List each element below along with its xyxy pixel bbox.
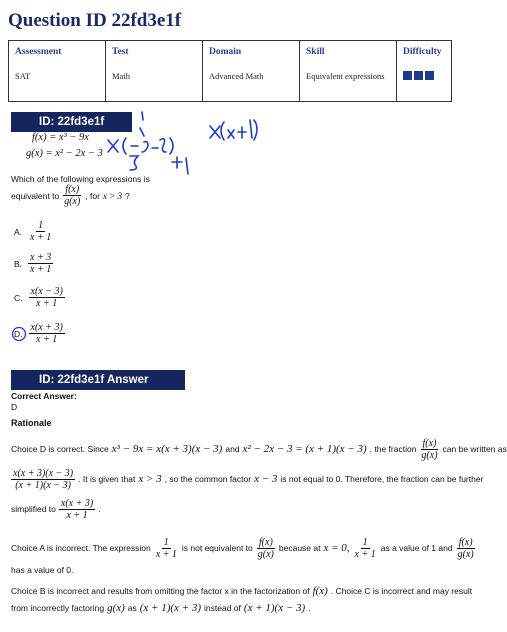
fraction-denominator: x + 1 [66,509,88,521]
fraction [353,537,378,560]
equiv-prefix: equivalent to [11,190,60,201]
equation: x = 0, [323,542,350,554]
text: , the fraction [369,444,417,454]
option-numerator: x(x + 3) [30,322,63,333]
fraction [456,537,476,560]
fraction [256,537,276,560]
rationale-line [11,562,461,578]
rationale-line [11,434,507,464]
option-fraction [29,322,65,345]
text: Choice B is incorrect and results from omitting the factor x in the factorization of [11,585,310,596]
text: Choice D is correct. Since [11,444,109,454]
fraction-numerator: f(x) [422,437,437,449]
text: , so the common factor [164,474,252,484]
fraction-numerator: f(x) [258,536,273,548]
rationale-paragraph-1 [11,434,507,524]
rationale-label: Rationale [11,418,52,428]
fraction-denominator: x + 1 [354,548,376,560]
text: Choice A is incorrect. The expression [11,543,151,553]
condition-end: ? [125,190,130,201]
equation: (x + 1)(x + 3) [139,601,202,614]
fraction-denominator: g(x) [457,548,474,560]
meta-header: Difficulty [403,47,442,57]
answer-id-banner: ID: 22fd3e1f Answer [11,370,185,390]
meta-skill [300,41,397,102]
meta-value: SAT [15,71,31,81]
fraction-numerator: f(x) [458,536,473,548]
fx-over-gx-fraction [62,184,82,207]
meta-value: Advanced Math [209,71,264,81]
equation: g(x) [107,601,125,614]
f-definition: f(x) = x³ − 9x [32,132,89,143]
fraction [59,498,95,521]
text: can be written as [442,444,507,454]
equation: x > 3 [138,473,162,485]
question-meta-table [8,40,452,102]
fraction-numerator: f(x) [65,184,80,195]
option-numerator: x(x − 3) [30,286,63,297]
option-fraction [29,286,65,309]
correct-answer-value: D [11,402,18,412]
correct-answer-label: Correct Answer: [11,391,77,401]
fraction-numerator: 1 [362,536,368,548]
text: has a value of 0. [11,565,74,575]
text: as a value of 1 and [380,543,453,553]
handwritten-annotation-icon [100,108,270,180]
text: simplified to [11,504,56,514]
option-letter-circled [14,329,23,339]
option-letter: D. [14,328,23,339]
rationale-line [11,534,474,562]
option-fraction [28,220,53,243]
option-fraction [28,252,53,275]
difficulty-bars-icon [403,71,443,80]
meta-test [106,41,203,102]
fraction-numerator: x(x + 3)(x − 3) [13,467,74,479]
option-letter: B. [14,258,23,269]
meta-header: Assessment [15,47,62,57]
text: . It is given that [78,474,136,484]
text: . [308,602,311,613]
meta-header: Test [112,47,129,57]
fraction-denominator: g(x) [421,449,438,461]
option-letter: C. [14,292,23,303]
difficulty-bar [403,71,412,80]
for-text: , for [85,190,100,201]
fraction-denominator: g(x) [257,548,274,560]
fraction-numerator: 1 [163,536,169,548]
meta-header: Skill [306,47,325,57]
rationale-line [11,599,461,616]
text: is not equivalent to [181,543,253,553]
text: as [127,602,137,613]
fraction [419,438,439,461]
condition: x > 3 [102,190,123,201]
fraction-denominator: (x + 1)(x − 3) [15,479,71,491]
rationale-line [11,494,461,524]
text: and [225,444,240,454]
text: instead of [204,602,241,613]
fraction-numerator: x(x + 3) [60,497,94,509]
rationale-line [11,582,473,599]
text: . Choice C is incorrect and may result [330,585,473,596]
meta-header: Domain [209,47,242,57]
meta-value: Math [112,71,130,81]
rationale-paragraph-3 [11,582,473,616]
meta-domain [203,41,300,102]
equation: (x + 1)(x − 3) [243,601,306,614]
option-denominator: x + 1 [36,334,58,345]
g-definition: g(x) = x² − 2x − 3 [26,148,103,159]
fraction-denominator: x + 1 [155,548,177,560]
difficulty-bar [425,71,434,80]
question-equivalent-line [11,184,130,207]
meta-value: Equivalent expressions [306,71,385,81]
text: is not equal to 0. Therefore, the fraction can be further [280,474,484,484]
text: because at [278,543,321,553]
option-denominator: x + 1 [36,298,58,309]
fraction [154,537,179,560]
text: from incorrectly factoring [11,602,105,613]
equation: f(x) [312,584,328,597]
hand-drawn-circle-icon [11,326,27,342]
option-numerator: 1 [38,220,44,231]
difficulty-bar [414,71,423,80]
equation: x³ − 9x = x(x + 3)(x − 3) [111,443,223,455]
text: . [98,504,101,514]
meta-assessment [9,41,106,102]
fraction [11,468,75,491]
option-a[interactable] [14,220,53,243]
option-letter: A. [14,226,23,237]
fraction-denominator: g(x) [64,196,81,207]
equation: x − 3 [254,473,278,485]
option-c[interactable] [14,286,65,309]
question-id-banner: ID: 22fd3e1f [11,112,132,132]
equation: x² − 2x − 3 = (x + 1)(x − 3) [242,443,367,455]
question-prompt: Which of the following expressions is [11,174,150,184]
rationale-line [11,464,484,494]
meta-difficulty [397,41,452,102]
rationale-paragraph-2 [11,534,474,578]
option-b[interactable] [14,252,53,275]
option-numerator: x + 3 [30,252,52,263]
option-d[interactable] [14,322,65,345]
option-denominator: x + 1 [30,264,52,275]
page-title: Question ID 22fd3e1f [8,10,182,31]
option-denominator: x + 1 [30,232,52,243]
